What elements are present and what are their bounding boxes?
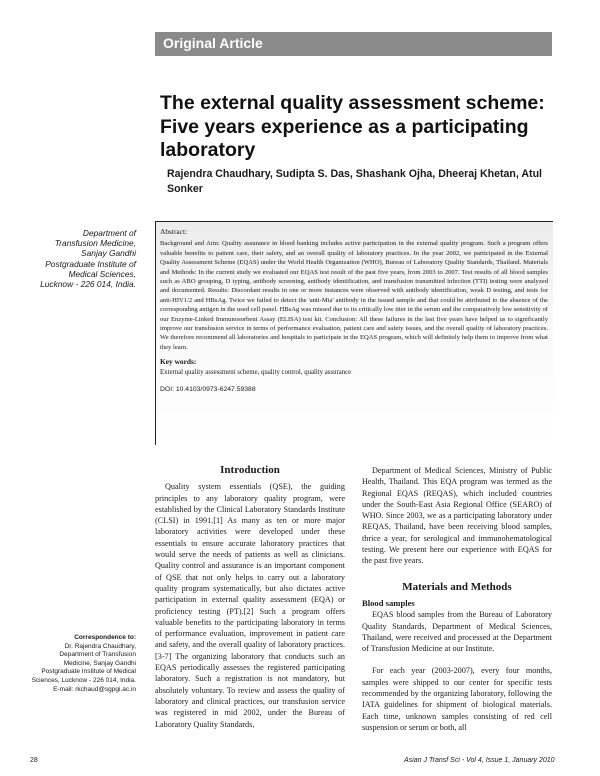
introduction-paragraph-continued: Department of Medical Sciences, Ministry of Public Health, Thailand. This EQA program was termed as the Regional EQAS (REQAS), which included countries under the South-East Asia Regional Office (SEARO) of WHO. Since 2003, we as a participating laboratory under REQAS, Thailand, have been receiving blood samples, thrice a year, for serological and immunohematological testing. We present here our experience with EQAS for the past five years. (362, 466, 552, 566)
methods-paragraph-1: EQAS blood samples from the Bureau of Laboratory Quality Standards, Department of Medical Sciences, Thailand, were received and processed at the Department of Transfusion Medicine at our Institute. (362, 610, 552, 654)
correspondence-text: Dr. Rajendra Chaudhary, Department of Transfusion Medicine, Sanjay Gandhi Postgraduate Institute of Medical Sciences, Lucknow - 226 014, India. E-mail: rkchaud@sgpgi.ac.in (31, 642, 136, 693)
methods-paragraph-2: For each year (2003-2007), every four months, samples were shipped to our center for specific tests recommended by the organizing laboratory, following the IATA guidelines for shipment of biological materials. Each time, unknown samples consisting of red cell suspension or serum or both, all (362, 666, 552, 732)
blood-samples-subheading: Blood samples (362, 597, 415, 608)
correspondence-label: Correspondence to: (74, 634, 136, 641)
abstract-text: Background and Aim: Quality assurance in blood banking includes active participation in the external quality program. Such a program offers valuable benefits to patient care, their safety, and an overall quality of laboratory practices. In the year 2002, we participated in the External Quality Assessment Scheme (EQAS) under the World Health Organization (WHO), Bureau of Laboratory Quality Standards, Thailand. Materials and Methods: In the current study we evaluated our EQAS test result of the past five years, from 2003 to 2007. Test results of all blood samples such as ABO grouping, D typing, antibody screening, antibody identification, and transfusion transmitted infection (TTI) testing were analyzed and documented. Results: Discordant results in one or more instances were observed with antibody identification, weak D testing, and tests for anti-HIV1/2 and HBsAg. Twice we failed to detect the 'anti-Mia' antibody in the issued sample and that could be attributed to the absence of the corresponding antigen in the used cell panel. HBsAg was missed due to its critically low titer in the serum and the comparatively low sensitivity of our Enzyme-Linked Immunosorbent Assay (ELISA) test kit. Conclusion: All these failures in the last five years have helped us to significantly improve our transfusion service in terms of performance evaluation, patient care and safety issues, and the overall quality of laboratory practices. We therefore recommend all laboratories and hospitals to participate in the EQAS program, which will definitely help them to improve from what they learn. (160, 240, 548, 351)
keywords-text: External quality assessment scheme, quality control, quality assurance (160, 368, 352, 376)
author-list: Rajendra Chaudhary, Sudipta S. Das, Shashank Ojha, Dheeraj Khetan, Atul Sonker (167, 168, 542, 195)
body-column-right (362, 465, 552, 733)
correspondence-block (30, 634, 136, 694)
introduction-paragraph: Quality system essentials (QSE), the guiding principles to any laboratory quality program, were established by the Clinical Laboratory Standards Institute (CLSI) in 1991.[1] As many as ten or more major laboratory activities were developed under these essentials to ensure accurate laboratory practices that would serve the needs of patients as well as clinicians. Quality control and assurance is an important component of QSE that not only helps to carry out a laboratory quality program systematically, but also dictates active participation in external quality assessment (EQA) or proficiency testing (PT).[2] Such a program offers valuable benefits to the participating laboratory in terms of performance evaluation, improvement in patient care and safety, and the overall quality of laboratory practices.[3-7] The organizing laboratory that conducts such an EQAS periodically assesses the registered participating laboratory. Such a registration is not mandatory, but absolutely voluntary. To review and assess the quality of laboratory and clinical practices, our transfusion service was registered in mid 2002, under the Bureau of Laboratory Quality Standards, (155, 482, 345, 729)
introduction-heading: Introduction (220, 464, 280, 476)
doi: DOI: 10.4103/0973-6247.59388 (160, 386, 256, 394)
body-column-left (155, 465, 345, 730)
keywords-label: Key words: (160, 357, 197, 367)
methods-heading: Materials and Methods (402, 580, 512, 593)
journal-citation: Asian J Transf Sci - Vol 4, Issue 1, January 2010 (404, 757, 555, 764)
abstract-box (155, 221, 553, 445)
abstract-label: Abstract: (160, 227, 188, 236)
article-type-label: Original Article (163, 35, 263, 51)
article-type-banner (155, 32, 552, 56)
author-affiliation: Department of Transfusion Medicine, Sanjay Gandhi Postgraduate Institute of Medical Sciences, Lucknow - 226 014, India. (40, 228, 136, 290)
page-number: 28 (30, 757, 38, 764)
article-title: The external quality assessment scheme: Five years experience as a participating laboratory (160, 92, 545, 161)
